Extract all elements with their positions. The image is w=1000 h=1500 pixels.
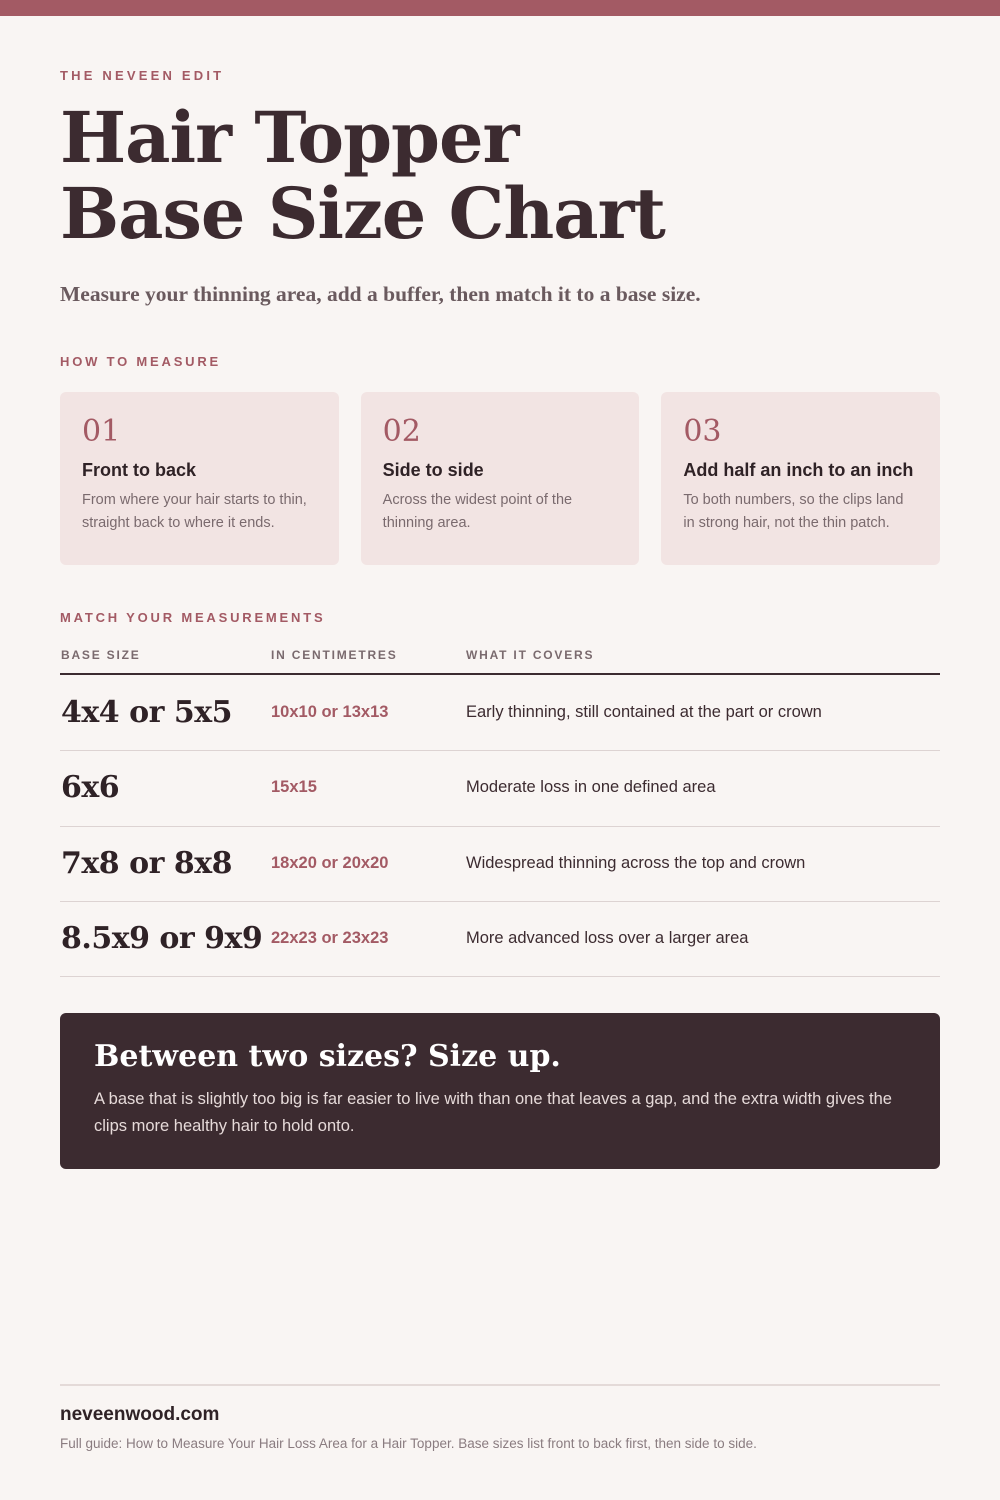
footer-note: Full guide: How to Measure Your Hair Loss Area for a Hair Topper. Base sizes list front to back first, then side to side. bbox=[60, 1436, 757, 1451]
table-row bbox=[60, 751, 940, 826]
step-card bbox=[361, 392, 640, 565]
base-size-value: 8.5x9 or 9x9 bbox=[61, 920, 263, 956]
page-subtitle: Measure your thinning area, add a buffer, then match it to a base size. bbox=[60, 282, 701, 306]
section-label-match: MATCH YOUR MEASUREMENTS bbox=[60, 610, 326, 625]
base-size-value: 6x6 bbox=[61, 770, 120, 806]
callout-title: Between two sizes? Size up. bbox=[94, 1039, 561, 1074]
eyebrow: THE NEVEEN EDIT bbox=[60, 68, 225, 83]
step-title: Add half an inch to an inch bbox=[683, 460, 914, 480]
footer-site-link[interactable]: neveenwood.com bbox=[60, 1404, 220, 1425]
measure-steps bbox=[60, 392, 940, 565]
column-header-covers: WHAT IT COVERS bbox=[466, 648, 595, 662]
step-number: 01 bbox=[82, 414, 121, 449]
page-title-line-2: Base Size Chart bbox=[60, 172, 665, 255]
size-up-callout bbox=[60, 1013, 940, 1169]
step-title: Front to back bbox=[82, 460, 197, 480]
centimetre-value: 22x23 or 23x23 bbox=[271, 928, 389, 947]
column-header-centimetres: IN CENTIMETRES bbox=[271, 648, 398, 662]
step-text: To both numbers, so the clips land in strong hair, not the thin patch. bbox=[683, 492, 904, 531]
coverage-description: Early thinning, still contained at the part or crown bbox=[466, 703, 822, 721]
size-table-header bbox=[60, 646, 940, 675]
section-label-how-to-measure: HOW TO MEASURE bbox=[60, 354, 222, 369]
step-text: From where your hair starts to thin, straight back to where it ends. bbox=[82, 492, 307, 531]
page-title bbox=[60, 96, 940, 255]
base-size-value: 7x8 or 8x8 bbox=[61, 845, 232, 881]
table-row bbox=[60, 676, 940, 751]
page-title-line-1: Hair Topper bbox=[60, 96, 519, 179]
centimetre-value: 15x15 bbox=[271, 778, 317, 797]
step-number: 03 bbox=[683, 414, 722, 449]
size-table-body bbox=[60, 676, 940, 977]
top-accent-bar bbox=[0, 0, 1000, 16]
coverage-description: Moderate loss in one defined area bbox=[466, 778, 716, 797]
footer-divider bbox=[60, 1384, 940, 1386]
step-title: Side to side bbox=[382, 460, 484, 480]
step-text: Across the widest point of the thinning area. bbox=[382, 492, 573, 531]
base-size-value: 4x4 or 5x5 bbox=[61, 695, 232, 730]
step-card bbox=[661, 392, 940, 565]
column-header-base-size: BASE SIZE bbox=[61, 648, 141, 662]
centimetre-value: 18x20 or 20x20 bbox=[271, 853, 389, 872]
callout-text: A base that is slightly too big is far easier to live with than one that leaves a gap, and the extra width gives the clips more healthy hair to hold onto. bbox=[94, 1090, 892, 1135]
table-row bbox=[60, 827, 940, 902]
step-number: 02 bbox=[382, 414, 421, 449]
step-card bbox=[60, 392, 339, 565]
coverage-description: Widespread thinning across the top and crown bbox=[466, 853, 806, 872]
coverage-description: More advanced loss over a larger area bbox=[466, 928, 749, 947]
table-row bbox=[60, 902, 940, 977]
centimetre-value: 10x10 or 13x13 bbox=[271, 703, 389, 721]
